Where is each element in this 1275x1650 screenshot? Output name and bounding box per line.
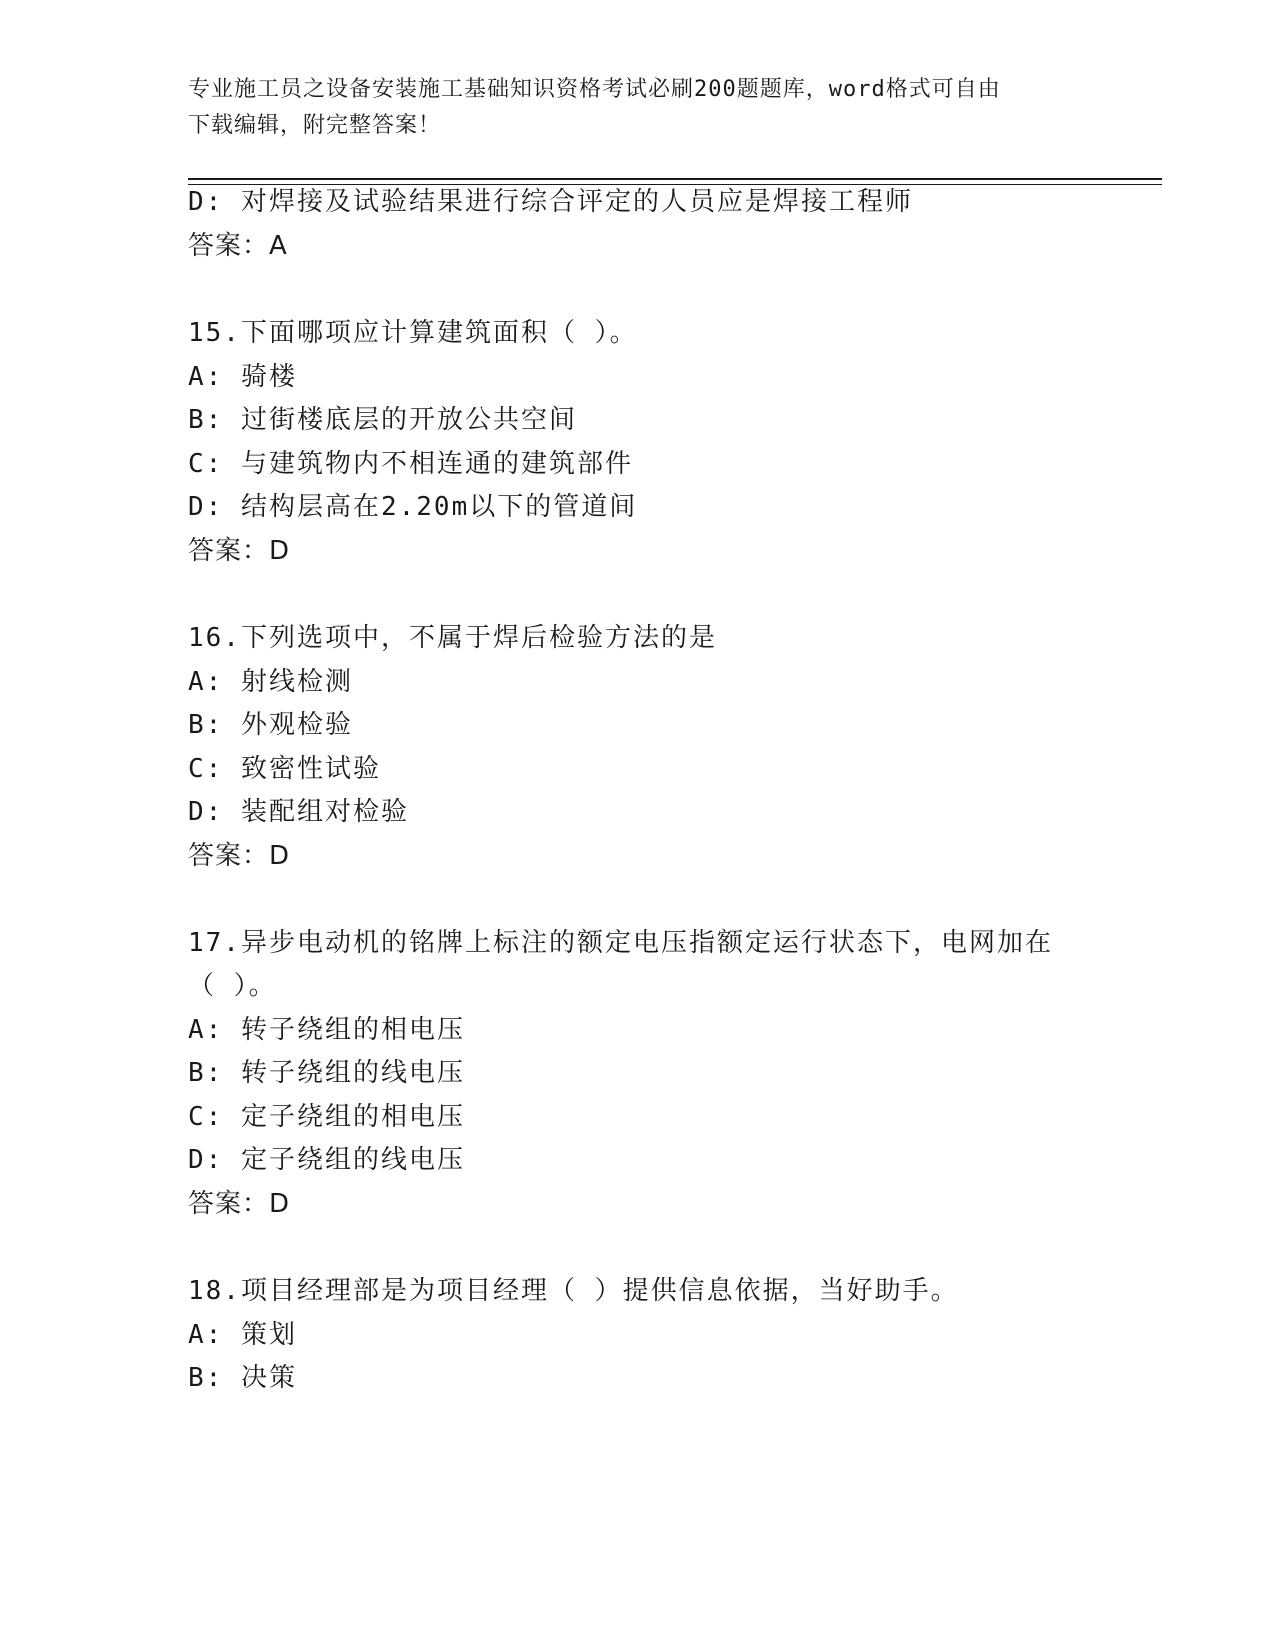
q15-option-d: D: 结构层高在2.20m以下的管道间	[188, 492, 638, 522]
q15-stem: 15.下面哪项应计算建筑面积（ ）。	[188, 318, 638, 348]
q18-option-a: A: 策划	[188, 1320, 297, 1350]
q16-answer: 答案：D	[188, 841, 291, 871]
q16-option-b: B: 外观检验	[188, 710, 353, 740]
document-header	[188, 72, 1068, 144]
q15-option-c: C: 与建筑物内不相连通的建筑部件	[188, 449, 633, 479]
q16-stem: 16.下列选项中，不属于焊后检验方法的是	[188, 623, 717, 653]
header-line-2: 下载编辑，附完整答案！	[188, 113, 442, 138]
q16-option-d: D: 装配组对检验	[188, 797, 409, 827]
header-line-1: 专业施工员之设备安装施工基础知识资格考试必刷200题题库，word格式可自由	[188, 77, 1001, 102]
q17-answer: 答案：D	[188, 1189, 291, 1219]
q15-option-b: B: 过街楼底层的开放公共空间	[188, 405, 577, 435]
q17-option-a: A: 转子绕组的相电压	[188, 1015, 465, 1045]
prev-option-d: D: 对焊接及试验结果进行综合评定的人员应是焊接工程师	[188, 187, 913, 217]
q17-stem-line-2: （ ）。	[188, 971, 277, 1001]
q17-stem-line-1: 17.异步电动机的铭牌上标注的额定电压指额定运行状态下，电网加在	[188, 928, 1053, 958]
q16-option-c: C: 致密性试验	[188, 754, 381, 784]
q17-option-b: B: 转子绕组的线电压	[188, 1058, 465, 1088]
q17-option-c: C: 定子绕组的相电压	[188, 1102, 465, 1132]
q17-option-d: D: 定子绕组的线电压	[188, 1145, 465, 1175]
prev-answer: 答案：A	[188, 231, 288, 261]
q16-option-a: A: 射线检测	[188, 667, 353, 697]
q18-option-b: B: 决策	[188, 1363, 297, 1393]
q15-option-a: A: 骑楼	[188, 362, 297, 392]
header-divider-thick	[188, 178, 1162, 180]
q15-answer: 答案：D	[188, 536, 291, 566]
q18-stem: 18.项目经理部是为项目经理（ ）提供信息依据，当好助手。	[188, 1276, 959, 1306]
